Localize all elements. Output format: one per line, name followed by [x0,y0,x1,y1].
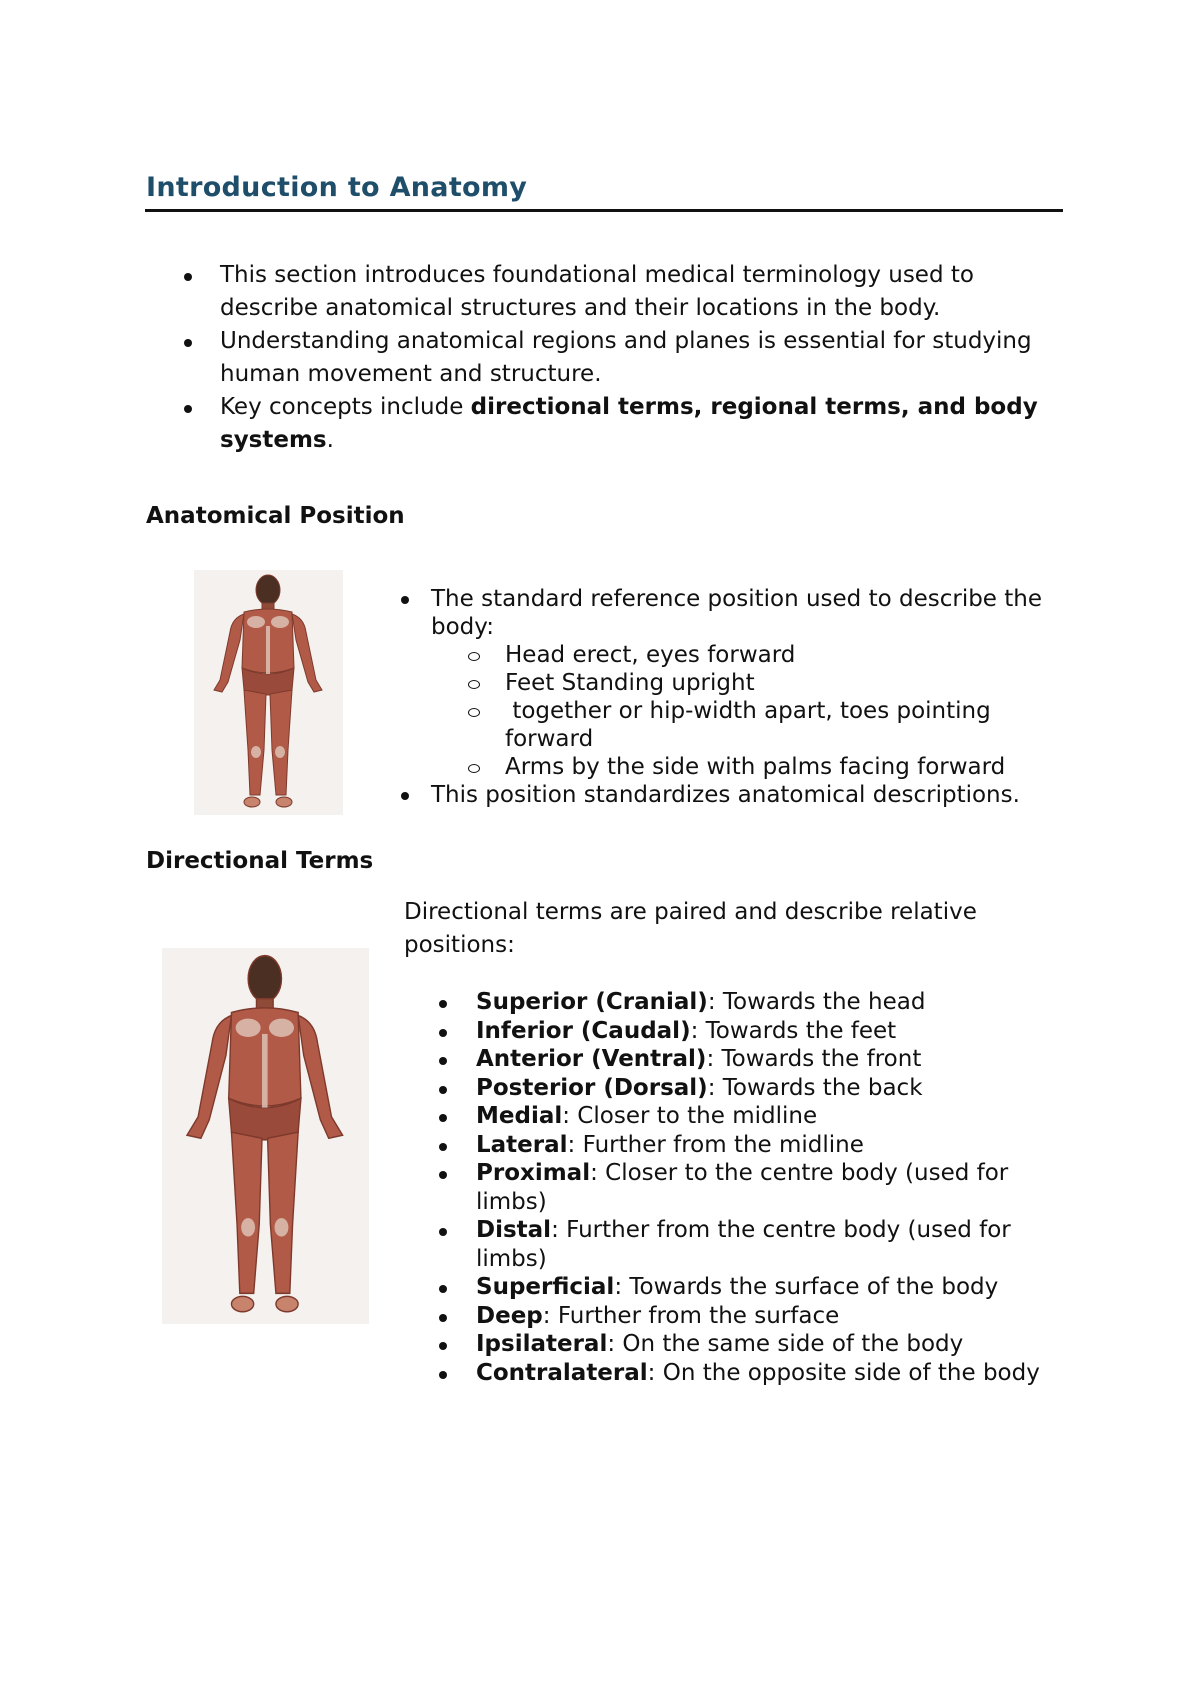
term-item-inferior: Inferior (Caudal): Towards the feet [476,1017,1066,1046]
position-bullet-text: The standard reference position used to describe the body: [431,586,1043,640]
bullet-icon [439,1057,447,1065]
directional-terms-intro: Directional terms are paired and describe relative positions: [404,899,977,958]
position-sub-item: Feet Standing upright [505,669,1051,697]
position-bullet-text: This position standardizes anatomical descriptions. [431,782,1020,808]
directional-terms-list [476,988,1066,1387]
position-sub-item: Arms by the side with palms facing forward [505,753,1051,781]
intro-bullet-list [220,259,1050,457]
bullet-icon [439,1086,447,1094]
term-item-deep: Deep: Further from the surface [476,1302,1066,1331]
position-bullet-2 [431,781,1051,809]
document-title: Introduction to Anatomy [146,172,528,203]
intro-bullet-suffix: . [326,427,334,453]
bullet-icon [401,792,409,800]
term-item-proximal: Proximal: Closer to the centre body (used for limbs) [476,1159,1066,1216]
circle-bullet-icon [468,680,480,689]
position-sub-list [431,641,1051,781]
bullet-icon [439,1171,447,1179]
bullet-icon [439,1000,447,1008]
directional-terms-heading: Directional Terms [146,848,374,874]
intro-bullet-2 [220,325,1050,391]
bullet-icon [439,1114,447,1122]
directional-terms-figure [162,948,369,1324]
bullet-icon [401,596,409,604]
intro-bullet-text: This section introduces foundational medical terminology used to describe anatomical structures and their locations in the body. [220,262,974,321]
key-concepts-bold: directional terms, regional terms, and body systems [220,394,1038,453]
bullet-icon [439,1285,447,1293]
circle-bullet-icon [468,764,480,773]
bullet-icon [439,1228,447,1236]
bullet-icon [184,273,192,281]
circle-bullet-icon [468,708,480,717]
term-item-posterior: Posterior (Dorsal): Towards the back [476,1074,1066,1103]
term-item-lateral: Lateral: Further from the midline [476,1131,1066,1160]
title-underline [145,209,1063,212]
circle-bullet-icon [468,652,480,661]
bullet-icon [439,1342,447,1350]
intro-bullet-prefix: Key concepts include [220,394,471,420]
term-item-ipsilateral: Ipsilateral: On the same side of the body [476,1330,1066,1359]
position-sub-item: Head erect, eyes forward [505,641,1051,669]
position-bullet-1 [431,585,1051,781]
bullet-icon [184,339,192,347]
term-item-superior: Superior (Cranial): Towards the head [476,988,1066,1017]
term-item-distal: Distal: Further from the centre body (used for limbs) [476,1216,1066,1273]
anatomical-position-list [431,585,1051,809]
anatomical-position-figure [194,570,343,815]
intro-bullet-1 [220,259,1050,325]
term-item-medial: Medial: Closer to the midline [476,1102,1066,1131]
intro-bullet-3 [220,391,1050,457]
intro-bullet-text: Understanding anatomical regions and planes is essential for studying human movement and structure. [220,328,1032,387]
bullet-icon [439,1314,447,1322]
bullet-icon [439,1371,447,1379]
position-sub-item: together or hip-width apart, toes pointing forward [505,697,1051,753]
term-item-anterior: Anterior (Ventral): Towards the front [476,1045,1066,1074]
bullet-icon [439,1029,447,1037]
term-item-superficial: Superficial: Towards the surface of the body [476,1273,1066,1302]
bullet-icon [184,405,192,413]
bullet-icon [439,1143,447,1151]
anatomical-position-heading: Anatomical Position [146,503,405,529]
term-item-contralateral: Contralateral: On the opposite side of the body [476,1359,1066,1388]
